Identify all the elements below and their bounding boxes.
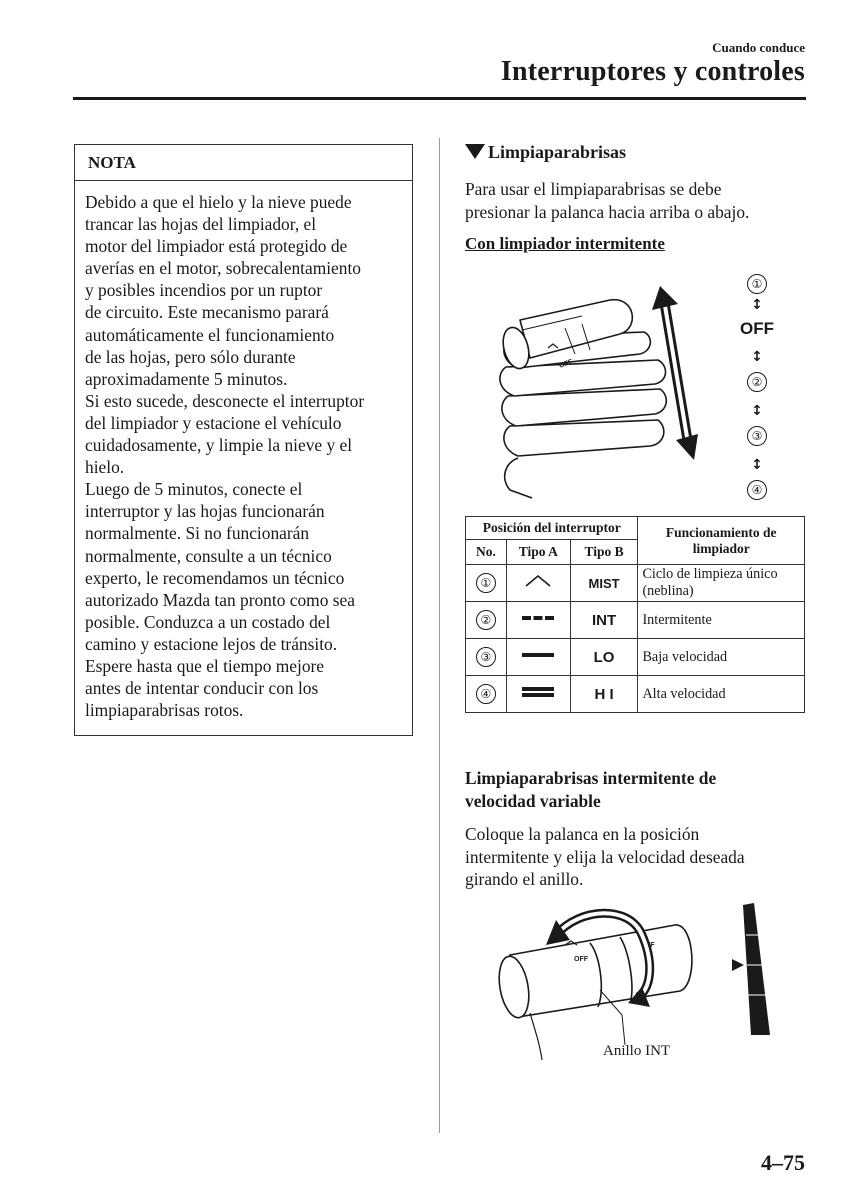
variable-body-line: girando el anillo. xyxy=(465,869,584,889)
table-row xyxy=(466,602,805,639)
position-3-label: ③ xyxy=(747,426,767,446)
note-line: experto, le recomendamos un técnico xyxy=(85,567,345,588)
section-kicker: Cuando conduce xyxy=(712,40,805,55)
function-line: Intermitente xyxy=(642,611,712,628)
wiper-lever-diagram xyxy=(470,268,805,513)
variable-heading-line: velocidad variable xyxy=(465,790,601,811)
note-box xyxy=(74,144,413,736)
ring-ff-text: FF xyxy=(646,942,655,949)
switch-position-table xyxy=(465,516,805,713)
note-line: de las hojas, pero sólo durante xyxy=(85,346,296,367)
note-line: camino y estacione lejos de tránsito. xyxy=(85,633,338,654)
note-line: antes de intentar conducir con los xyxy=(85,678,319,699)
note-line: posible. Conduzca a un costado del xyxy=(85,611,331,632)
function-cell xyxy=(638,676,805,713)
mist-caret-icon xyxy=(523,573,553,589)
intermittent-subheading: Con limpiador intermitente xyxy=(465,234,665,253)
table-group-header: Posición del interruptor xyxy=(466,517,638,540)
high-speed-double-bar-icon xyxy=(521,685,555,699)
position-off-label: OFF xyxy=(740,319,774,338)
note-line: trancar las hojas del limpiador, el xyxy=(85,214,317,235)
triangle-bullet-icon xyxy=(465,144,485,159)
row-number: ② xyxy=(476,610,496,630)
wipers-intro xyxy=(465,178,805,223)
up-down-small-icon: ↕ xyxy=(751,349,763,365)
note-line: interruptor y las hojas funcionarán xyxy=(85,501,325,522)
up-down-small-icon: ↕ xyxy=(751,457,763,473)
table-row xyxy=(466,639,805,676)
note-line: averías en el motor, sobrecalentamiento xyxy=(85,258,361,279)
page-title: Interruptores y controles xyxy=(500,56,805,87)
note-line: y posibles incendios por un ruptor xyxy=(85,280,323,301)
int-ring-illustration xyxy=(490,895,810,1065)
position-1-label: ① xyxy=(747,274,767,294)
row-number: ③ xyxy=(476,647,496,667)
int-ring-label: Anillo INT xyxy=(603,1043,671,1059)
note-line: Luego de 5 minutos, conecte el xyxy=(85,479,303,500)
variable-body-line: Coloque la palanca en la posición xyxy=(465,824,700,844)
function-line: (neblina) xyxy=(642,583,694,599)
column-divider xyxy=(439,138,440,1133)
table-no-header: No. xyxy=(466,540,507,565)
position-list xyxy=(732,273,782,503)
intro-line: Para usar el limpiaparabrisas se debe xyxy=(465,179,722,199)
variable-body xyxy=(465,823,805,891)
wipers-heading xyxy=(465,142,626,163)
note-heading: NOTA xyxy=(75,145,412,181)
type-b-label: MIST xyxy=(570,565,638,602)
intermittent-dashes-icon xyxy=(521,613,555,623)
lever-illustration xyxy=(470,268,730,513)
position-2-label: ② xyxy=(747,372,767,392)
function-cell xyxy=(638,639,805,676)
note-line: aproximadamente 5 minutos. xyxy=(85,368,288,389)
note-line: de circuito. Este mecanismo parará xyxy=(85,302,329,323)
note-line: Debido a que el hielo y la nieve puede xyxy=(85,192,352,212)
type-b-label: LO xyxy=(570,639,638,676)
note-body xyxy=(75,181,412,721)
note-line: Espere hasta que el tiempo mejore xyxy=(85,655,325,676)
note-line: normalmente, consulte a un técnico xyxy=(85,545,332,566)
function-cell xyxy=(638,565,805,602)
row-number: ④ xyxy=(476,684,496,704)
note-line: motor del limpiador está protegido de xyxy=(85,236,348,257)
note-line: autorizado Mazda tan pronto como sea xyxy=(85,589,355,610)
note-line: Si esto sucede, desconecte el interruptor xyxy=(85,390,365,411)
header-rule xyxy=(73,97,806,100)
up-down-small-icon: ↕ xyxy=(751,403,763,419)
note-line: hielo. xyxy=(85,457,125,478)
table-row xyxy=(466,565,805,602)
int-ring-diagram xyxy=(490,895,810,1065)
page-number: 4–75 xyxy=(761,1150,805,1175)
position-4-label: ④ xyxy=(747,480,767,500)
table-type-a-header: Tipo A xyxy=(506,540,570,565)
table-row xyxy=(466,676,805,713)
type-b-label: INT xyxy=(570,602,638,639)
lever-off-text: OFF xyxy=(558,358,574,370)
variable-heading-line: Limpiaparabrisas intermitente de xyxy=(465,768,717,788)
table-type-b-header: Tipo B xyxy=(570,540,638,565)
note-line: automáticamente el funcionamiento xyxy=(85,324,335,345)
intro-line: presionar la palanca hacia arriba o abajo. xyxy=(465,201,750,222)
function-cell xyxy=(638,602,805,639)
up-down-small-icon: ↕ xyxy=(751,297,763,313)
table-function-header: Funcionamiento de limpiador xyxy=(638,517,805,565)
function-line: Alta velocidad xyxy=(642,685,726,702)
function-line: Baja velocidad xyxy=(642,648,728,665)
note-line: normalmente. Si no funcionarán xyxy=(85,523,310,544)
variable-body-line: intermitente y elija la velocidad deseada xyxy=(465,846,745,867)
function-line: Ciclo de limpieza único xyxy=(642,566,778,582)
note-line: cuidadosamente, y limpie la nieve y el xyxy=(85,435,353,456)
low-speed-bar-icon xyxy=(521,650,555,660)
wipers-heading-text: Limpiaparabrisas xyxy=(488,142,627,162)
ring-off-text: OFF xyxy=(574,956,588,963)
variable-heading xyxy=(465,767,795,812)
note-line: limpiaparabrisas rotos. xyxy=(85,700,244,721)
row-number: ① xyxy=(476,573,496,593)
type-b-label: H I xyxy=(570,676,638,713)
speed-wedge-icon xyxy=(732,903,770,1035)
note-line: del limpiador y estacione el vehículo xyxy=(85,412,342,433)
